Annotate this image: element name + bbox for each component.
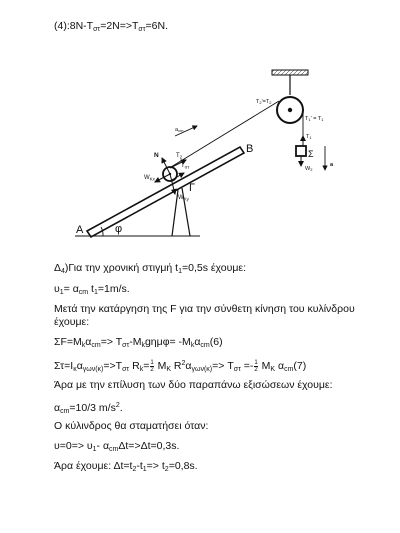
label-A: A [76,224,84,236]
text-run: -t [136,460,143,472]
text-run: =2N=>T [100,20,139,32]
text-run: t [88,283,94,295]
subscript: στ [122,366,130,373]
label-acm: $a_{cm}$ [175,127,184,134]
text-run: = α [63,283,79,295]
subscript: στ [93,26,101,33]
subscript: στ [233,366,241,373]
superscript: 2 [181,360,186,367]
superscript: 2 [115,402,120,409]
subscript: στ [138,26,146,33]
text-line-3 [54,303,355,316]
text-run: R [171,360,182,372]
text-run: =>T [103,360,123,372]
subscript: κ [73,366,77,373]
text-run: Δt=>Δt=0,3s. [118,440,180,452]
text-run: υ [54,283,60,295]
text-run: =1m/s. [97,283,130,295]
text-line-7 [54,379,333,392]
label-phi: φ [115,223,123,235]
text-run: =- [240,360,254,372]
label-a: a [330,162,334,168]
text-run: Ο κύλινδρος θα σταματήσει όταν: [54,420,209,432]
subscript: cm [109,446,119,453]
subscript: 2 [132,466,137,473]
label-T2prime: $T_2'=T_2$ [256,99,272,106]
text-run: υ=0=> υ [54,440,93,452]
text-run: =0,8s. [168,460,198,472]
subscript: 1 [92,446,97,453]
subscript: 1 [178,268,182,275]
label-Tst: $T_{\sigma\tau}$ [181,163,190,170]
subscript: k [81,342,86,349]
text-line-9 [54,420,208,433]
text-run: Στ=I [54,360,74,372]
text-run: α [54,402,61,414]
text-run: ΣF=M [54,336,82,348]
text-run: α [275,360,285,372]
fraction-one-half: $\frac{1}{2}$ [254,359,258,373]
subscript: k [139,366,144,373]
text-run: => T [212,360,234,372]
text-line-11 [54,460,198,476]
text-line-1 [54,262,246,278]
subscript: γων(κ) [191,366,213,373]
incline-plank [87,147,244,237]
label-N: N [154,152,159,159]
text-run: (6) [209,336,223,348]
label-T1prime: $T_1' = T_1$ [305,116,324,123]
label-Gamma: Γ [189,182,196,194]
physics-diagram [0,0,400,245]
text-run: gημφ= -M [144,336,191,348]
subscript: cm [200,342,210,349]
label-Wky: $W_{Ky}$ [178,195,189,202]
hanging-block [296,146,306,156]
subscript: στ [122,342,130,349]
subscript: 1 [59,289,64,296]
ceiling [272,70,308,75]
text-line-10 [54,440,179,456]
text-run: =6N. [145,20,168,32]
text-run: Άρα έχουμε: Δt=t [54,460,133,472]
label-T1: $T_1$ [306,134,312,141]
text-run: . [119,402,123,414]
pulley-axle [288,108,292,112]
text-run: (4):8N-T [54,20,94,32]
label-Sigma: Σ [308,149,314,159]
text-run: = [143,360,150,372]
text-run: α [76,360,83,372]
subscript: K [166,366,172,373]
text-line-6 [54,357,306,376]
subscript: cm [60,408,70,415]
text-run: Άρα με την επίλυση των δύο παραπάνω εξισώσεων έχουμε: [54,379,333,391]
subscript: 1 [93,289,98,296]
subscript: cm [78,289,89,296]
text-run: α [194,336,201,348]
text-run: =0,5s έχουμε: [181,262,247,274]
subscript: K [270,366,276,373]
text-run: M [258,360,271,372]
subscript: 2 [164,466,169,473]
text-line-5 [54,336,223,352]
label-Wkx: $W_{Kx}$ [144,175,155,182]
text-run: )Για την χρονική στιγμή t [64,262,179,274]
text-line-8 [54,399,123,418]
text-run: α [85,336,92,348]
text-run: => t [146,460,165,472]
subscript: 4 [61,268,65,275]
subscript: k [190,342,195,349]
text-run: Μετά την κατάργηση της F για την σύνθετη κίνηση του κυλίνδρου [54,303,355,315]
label-B: B [246,143,254,155]
text-line-4 [54,316,89,329]
text-run: R [129,360,140,372]
text-line-2 [54,283,130,299]
text-run: =10/3 m/s [69,402,116,414]
subscript: γων(κ) [82,366,104,373]
text-run: => T [100,336,123,348]
text-run: - α [96,440,110,452]
text-run: α [185,360,192,372]
subscript: cm [91,342,101,349]
fraction-one-half: $\frac{1}{2}$ [150,359,154,373]
text-run: (7) [293,360,307,372]
text-run: Δ [54,262,62,274]
subscript: cm [284,366,294,373]
subscript: k [141,342,145,349]
text-run: έχουμε: [54,316,90,328]
subscript: 1 [142,466,147,473]
label-W2: $W_\Sigma$ [305,166,313,173]
text-run: -M [129,336,142,348]
text-run: M [154,360,167,372]
label-T2: $T_2$ [176,153,183,160]
